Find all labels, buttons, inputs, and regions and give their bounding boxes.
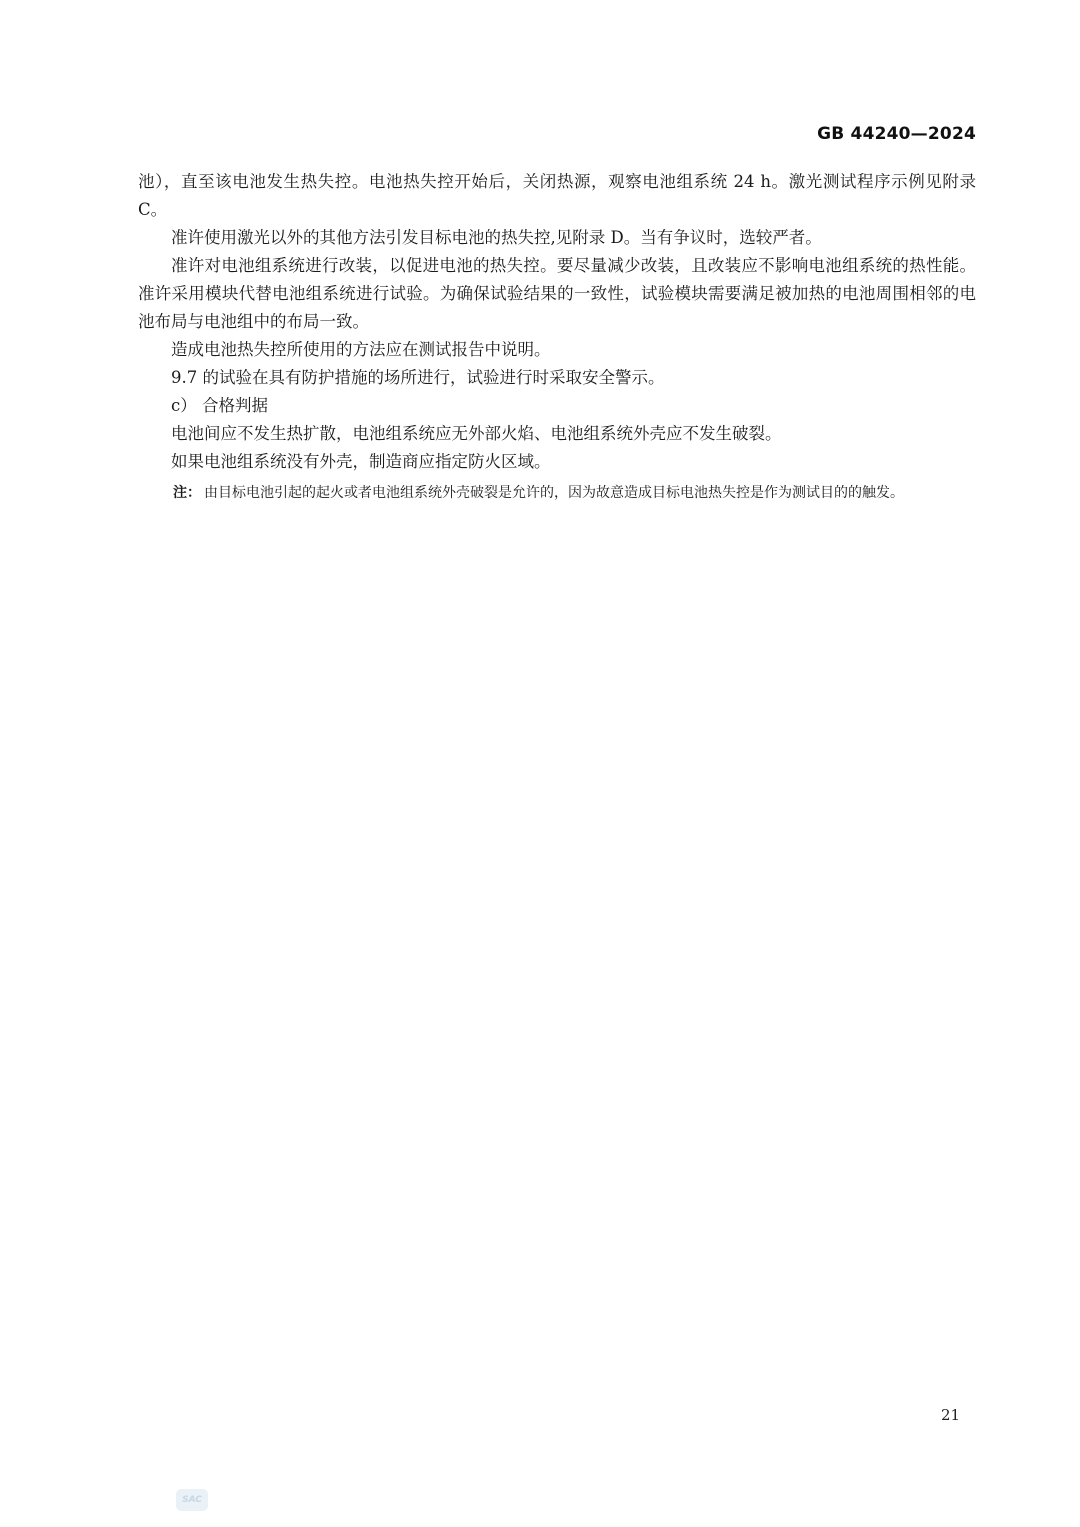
page-number: 21: [941, 1406, 961, 1424]
section-heading-criteria: c） 合格判据: [171, 396, 268, 415]
note: [138, 480, 976, 506]
paragraph-no-enclosure: 如果电池组系统没有外壳，制造商应指定防火区域。: [171, 452, 551, 471]
paragraph-alternative-methods: 准许使用激光以外的其他方法引发目标电池的热失控,见附录 D。当有争议时，选较严者。: [171, 228, 822, 247]
paragraph-method-report: 造成电池热失控所使用的方法应在测试报告中说明。: [171, 340, 551, 359]
standard-number: GB 44240—2024: [817, 124, 976, 144]
note-label: 注：: [173, 485, 201, 501]
paragraph-continuation: 池），直至该电池发生热失控。电池热失控开始后，关闭热源，观察电池组系统 24 h。激光测试程序示例见附录 C。: [138, 172, 976, 219]
paragraph-modification: 准许对电池组系统进行改装，以促进电池的热失控。要尽量减少改装，且改装应不影响电池组系统的热性能。准许采用模块代替电池组系统进行试验。为确保试验结果的一致性，试验模块需要满足被加热的电池周围相邻的电池布局与电池组中的布局一致。: [138, 256, 976, 331]
document-body: [138, 168, 976, 506]
note-text: 由目标电池引起的起火或者电池组系统外壳破裂是允许的，因为故意造成目标电池热失控是作为测试目的的触发。: [204, 485, 904, 501]
paragraph-safety: 9.7 的试验在具有防护措施的场所进行，试验进行时采取安全警示。: [171, 368, 665, 387]
sac-logo: SAC: [176, 1489, 208, 1511]
paragraph-criteria: 电池间应不发生热扩散，电池组系统应无外部火焰、电池组系统外壳应不发生破裂。: [171, 424, 782, 443]
